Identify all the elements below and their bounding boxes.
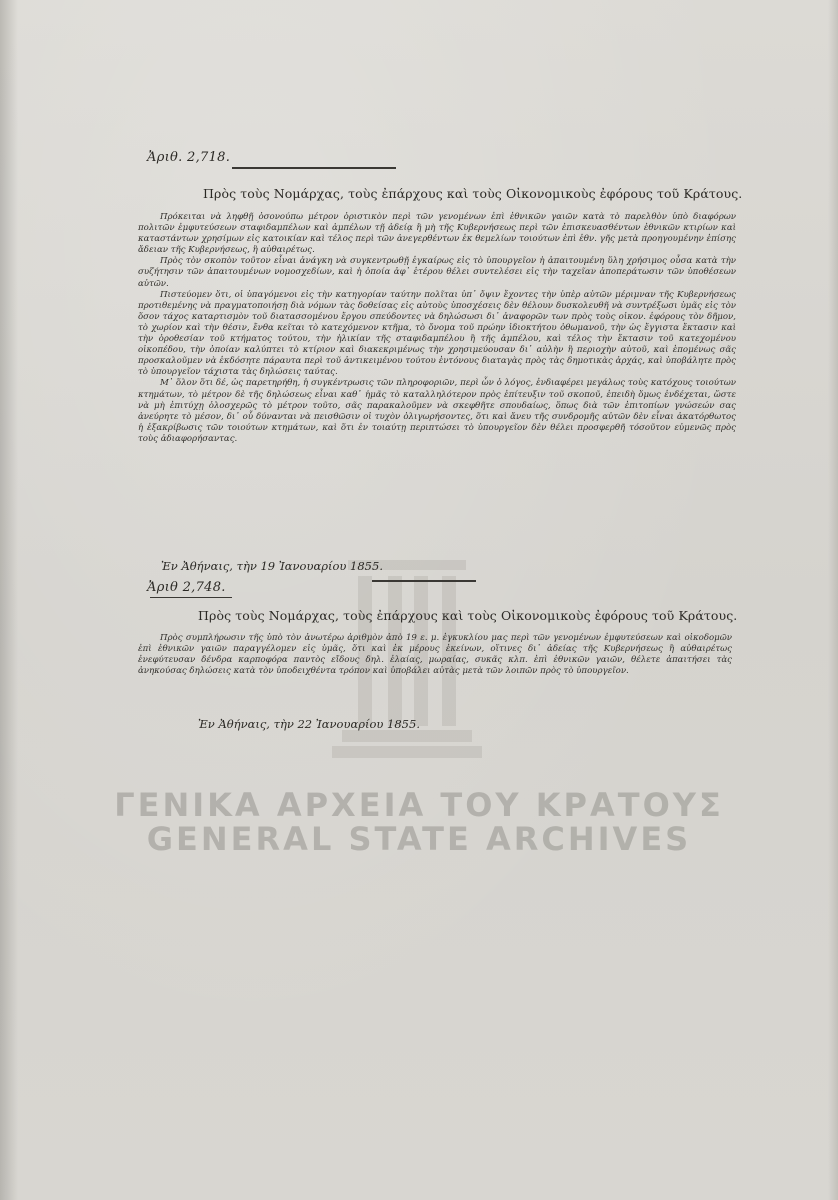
circular-1-number: Ἀριθ. 2,718. (147, 150, 231, 165)
divider-rule (150, 597, 232, 598)
circular-1-heading: Πρὸς τοὺς Νομάρχας, τοὺς ἐπάρχους καὶ τοὺς Οἰκονομικοὺς ἐφόρους τοῦ Κράτους. (203, 186, 743, 201)
circular-1-paragraph: Μ᾽ ὅλον ὅτι δέ, ὡς παρετηρήθη, ἡ συγκέντρωσις τῶν πληροφοριῶν, περὶ ὧν ὁ λόγος, ἐνδιαφέρει μεγάλως τοὺς κατόχους τοιούτων κτημάτων, τὸ μέτρον δὲ τῆς δηλώσεως εἶναι καθ᾽ ἡμᾶς τὸ καταλληλότερον πρὸς ἐπίτευξιν τοῦ σκοποῦ, ἐπειδὴ ὅμως ἐνδέχεται, ὥστε νὰ μὴ ἐπιτύχῃ ὁλοσχερῶς τὸ μέτρον τοῦτο, σᾶς παρακαλοῦμεν νὰ σκεφθῆτε σπουδαίως, ὅπως διὰ τῶν ἐπιτοπίων γνώσεών σας ἀνεύρητε τὸ μέσον, δι᾽ οὗ δύνανται νὰ πεισθῶσιν οἱ τυχὸν ὀλιγωρήσοντες, ὅτι καὶ ἄνευ τῆς συνδρομῆς αὐτῶν δὲν εἶναι ἀκατόρθωτος ἡ ἐξακρίβωσις τῶν τοιούτων κτημάτων, καὶ ὅτι ἐν τοιαύτῃ περιπτώσει τὸ ὑπουργεῖον δὲν θέλει προσφερθῆ τόσοῦτον εὐμενῶς πρὸς τοὺς ἀδιαφορήσαντας. (138, 378, 736, 444)
circular-1-date: Ἐν Ἀθήναις, τὴν 19 Ἰανουαρίου 1855. (161, 559, 383, 573)
circular-2-paragraph: Πρὸς συμπλήρωσιν τῆς ὑπὸ τὸν ἀνωτέρω ἀριθμὸν ἀπὸ 19 ε. μ. ἐγκυκλίου μας περὶ τῶν γενομένων ἐμφυτεύσεων καὶ οἰκοδομῶν ἐπὶ ἐθνικῶν γαιῶν παραγγέλομεν εἰς ὑμᾶς, ὅτι καὶ ἐκ μέρους ἐκείνων, οἵτινες δι᾽ ἀδείας τῆς Κυβερνήσεως ἢ αὐθαιρέτως ἐνεφύτευσαν δένδρα καρποφόρα παντὸς εἴδους δηλ. ἐλαίας, μωραίας, συκᾶς κλπ. ἐπὶ ἐθνικῶν γαιῶν, θέλετε ἀπαιτήσει τὰς ἀνηκούσας δηλώσεις κατὰ τὸν ὑποδειχθέντα τρόπον καὶ ὑποβάλει αὐτὰς μετὰ τῶν λοιπῶν πρὸς τὸ ὑπουργεῖον. (138, 633, 732, 677)
divider-rule (372, 580, 476, 582)
archive-watermark-english: GENERAL STATE ARCHIVES (146, 820, 692, 858)
circular-2-heading: Πρὸς τοὺς Νομάρχας, τοὺς ἐπάρχους καὶ τοὺς Οἰκονομικοὺς ἐφόρους τοῦ Κράτους. (198, 608, 738, 623)
circular-1-body (138, 212, 736, 445)
circular-1-paragraph: Πρόκειται νὰ ληφθῇ ὁσονούπω μέτρον ὁριστικὸν περὶ τῶν γενομένων ἐπὶ ἐθνικῶν γαιῶν κατὰ τὸ παρελθὸν ὑπὸ διαφόρων πολιτῶν ἐμφυτεύσεων σταφιδαμπέλων καὶ ἀμπέλων τῇ ἀδείᾳ ἢ μὴ τῆς Κυβερνήσεως περὶ τῶν ἐπισκευασθέντων ἐθνικῶν κτιρίων καὶ καταστάντων χρησίμων εἰς κατοικίαν καὶ τέλος περὶ τῶν ἀνεγερθέντων ἐκ θεμελίων τοιούτων ἐπὶ ἐθν. γῆς μετὰ προηγουμένην ἐπίσης ἄδειαν τῆς Κυβερνήσεως, ἢ αὐθαιρέτως. (138, 212, 736, 256)
circular-2-date: Ἐν Ἀθήναις, τὴν 22 Ἰανουαρίου 1855. (198, 717, 420, 731)
divider-rule (232, 167, 396, 169)
circular-2-body (138, 633, 732, 677)
circular-2-number: Ἀριθ 2,748. (147, 580, 226, 595)
archive-watermark-greek: ΓΕΝΙΚΑ ΑΡΧΕΙΑ ΤΟΥ ΚΡΑΤΟΥΣ (114, 786, 724, 824)
circular-1-paragraph: Πιστεύομεν ὅτι, οἱ ὑπαγόμενοι εἰς τὴν κατηγορίαν ταύτην πολῖται ὑπ᾽ ὄψιν ἔχοντες τὴν ὑπὲρ αὐτῶν μέριμναν τῆς Κυβερνήσεως προτιθεμένης νὰ πραγματοποιήσῃ διὰ νόμων τὰς δοθείσας εἰς αὐτοὺς ὑποσχέσεις δὲν θέλουν δυσκολευθῆ νὰ συντρέξωσι ὑμᾶς εἰς τὸν ὅσον τάχος καταρτισμὸν τοῦ διατασσομένου ἔργου σπεύδοντες νὰ δηλώσωσι δι᾽ ἀναφορῶν των πρὸς τοὺς οἰκον. ἐφόρους τὸν δῆμον, τὸ χωρίον καὶ τὴν θέσιν, ἔνθα κεῖται τὸ κατεχόμενον κτῆμα, τὸ ὄνομα τοῦ πρώην ἰδιοκτήτου ὀθωμανοῦ, τὴν ὡς ἔγγιστα ἔκτασιν καὶ τὴν ὁροθεσίαν τοῦ κτήματος τούτου, τὴν ἡλικίαν τῆς σταφιδαμπέλου ἢ τῆς ἀμπέλου, καὶ τέλος τὴν ἔκτασιν τοῦ κατεχομένου οἰκοπέδου, τὴν ὁποίαν καλύπτει τὸ κτίριον καὶ διακεκριμένως τὴν χρησιμεύουσαν δι᾽ αὐλὴν ἢ περιοχὴν αὐτοῦ, καὶ ἑπομένως σᾶς προσκαλοῦμεν νὰ ἐκδόσητε πάραυτα περὶ τοῦ ἀντικειμένου τούτου ἐντόνους διαταγὰς πρὸς τὰς δημοτικὰς ἀρχάς, καὶ ὑποβάλητε πρὸς τὸ ὑπουργεῖον τάχιστα τὰς δηλώσεις ταύτας. (138, 289, 736, 378)
circular-1-paragraph: Πρὸς τὸν σκοπὸν τοῦτον εἶναι ἀνάγκη νὰ συγκεντρωθῇ ἐγκαίρως εἰς τὸ ὑπουργεῖον ἡ ἀπαιτουμένη ὕλη χρήσιμος οὖσα κατὰ τὴν συζήτησιν τῶν ἀπαιτουμένων νομοσχεδίων, καὶ ἡ ὁποία ἀφ᾽ ἑτέρου θέλει συντελέσει εἰς τὴν ταχεῖαν ἀποπεράτωσιν τῶν ὑποθέσεων αὐτῶν. (138, 256, 736, 289)
